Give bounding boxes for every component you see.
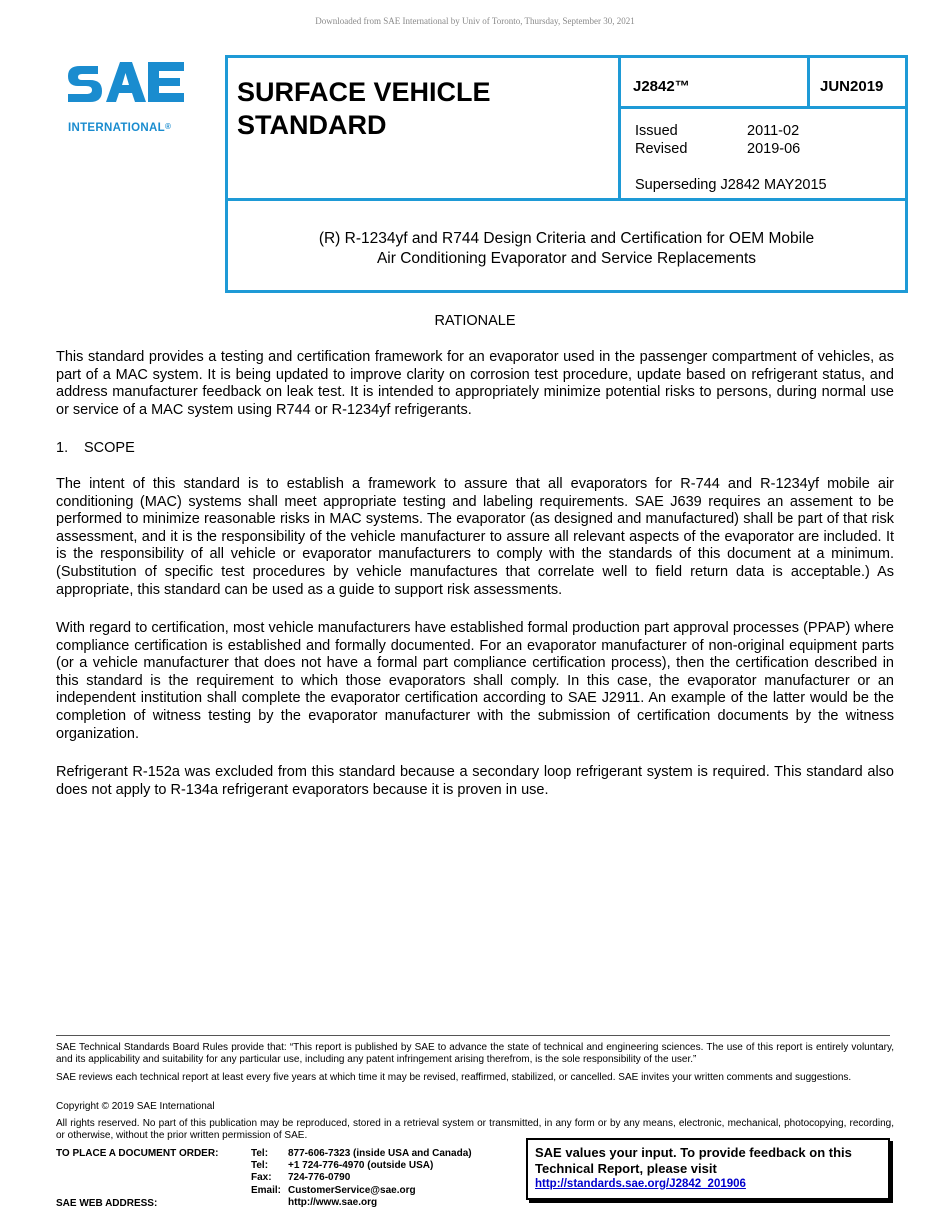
document-number-box	[618, 55, 810, 109]
scope-paragraph-3: Refrigerant R-152a was excluded from this standard because a secondary loop refrigerant system is required. This standard also does not apply to R-134a refrigerant evaporators because it is proven in use.	[56, 764, 894, 798]
web-address-label: SAE WEB ADDRESS:	[56, 1198, 158, 1209]
rights-notice: All rights reserved. No part of this publication may be reproduced, stored in a retrieval system or transmitted, in any form or by any means, electronic, mechanical, photocopying, recording, or otherwise, without the prior written permission of SAE.	[56, 1118, 894, 1141]
issue-info-box	[618, 106, 908, 201]
scope-number: 1.	[56, 440, 69, 456]
phone-domestic[interactable]: 877-606-7323 (inside USA and Canada)	[288, 1148, 472, 1159]
scope-paragraph-2: With regard to certification, most vehicle manufacturers have established formal production part approval processes (PPAP) where compliance certification is established and formally documented. For an evaporator manufacturer of non-original equipment parts (or a vehicle manufacturer that does not have a formal part compliance certification process), then the certification described in this standard is the requirement to which those evaporators shall comply. In this case, the evaporator manufacturer or an independent institution shall complete the evaporator certification according to SAE J2911. An example of the latter would be the completion of witness testing by the evaporator manufacturer with the submission of certification documents by the witness organization.	[56, 620, 894, 742]
document-number: J2842™	[633, 78, 690, 95]
scope-title: SCOPE	[84, 440, 135, 456]
feedback-message: SAE values your input. To provide feedback on this Technical Report, please visit	[535, 1145, 852, 1176]
document-date-box	[807, 55, 908, 109]
email-link[interactable]: CustomerService@sae.org	[288, 1184, 416, 1196]
fax-number: 724-776-0790	[288, 1172, 351, 1184]
issued-value: 2011-02	[747, 123, 800, 139]
sae-logo-mark	[68, 62, 184, 102]
document-subject: (R) R-1234yf and R744 Design Criteria and Certification for OEM Mobile Air Conditioning Evaporator and Service Replacements	[318, 230, 815, 267]
revised-value: 2019-06	[747, 141, 801, 157]
copyright-notice: Copyright © 2019 SAE International	[56, 1101, 215, 1112]
scope-heading	[56, 440, 135, 456]
rationale-paragraph: This standard provides a testing and certification framework for an evaporator used in the passenger compartment of vehicles, as part of a MAC system. It is being updated to improve clarity on corrosion test procedure, update based on refrigerant status, and address manufacturer feedback on leak test. It is intended to appropriately minimize potential risks to persons, during normal use or service of a MAC system using R744 or R-1234yf refrigerants.	[56, 349, 894, 418]
board-rules-notice: SAE Technical Standards Board Rules provide that: “This report is published by SAE to advance the state of technical and engineering sciences. The use of this report is entirely voluntary, and its applicability and suitability for any particular use, including any patent infringement arising therefrom, is the sole responsibility of the user.”	[56, 1042, 894, 1065]
feedback-box	[526, 1138, 890, 1200]
scope-paragraph-1: The intent of this standard is to establish a framework to assure that all evaporators for R-744 and R-1234yf mobile air conditioning (MAC) systems shall meet appropriate testing and labeling requirements. SAE J639 requires an assement to be performed to minimize reasonable risks in MAC systems. The evaporator (as designed and manufactured) shall be part of that risk assessment, and it is the responsibility of the vehicle manufacturer to assure all relevant aspects of the evaporator are included. It is the responsibility of all vehicle or evaporator manufacturers to comply with the standards of this document at a minimum. (Substitution of specific test procedures by vehicle manufactures that correlate well to field return data is acceptable.) As appropriate, this standard can be used as a guide to support risk assessments.	[56, 476, 894, 598]
rationale-heading: RATIONALE	[434, 313, 516, 329]
order-contacts: Tel: 877-606-7323 (inside USA and Canada) Tel: +1 724-776-4970 (outside USA) Fax: 724-776-0790 Email: CustomerService@sae.org http://www.sae.org	[251, 1148, 472, 1208]
phone-international[interactable]: +1 724-776-4970 (outside USA)	[288, 1160, 434, 1172]
revised-label: Revised	[635, 141, 688, 157]
review-notice: SAE reviews each technical report at least every five years at which time it may be revised, reaffirmed, stabilized, or cancelled. SAE invites your written comments and suggestions.	[56, 1072, 852, 1083]
download-watermark: Downloaded from SAE International by Univ of Toronto, Thursday, September 30, 2021	[315, 16, 635, 26]
issued-label: Issued	[635, 123, 678, 139]
feedback-link[interactable]: http://standards.sae.org/J2842_201906	[535, 1178, 746, 1190]
superseding-note: Superseding J2842 MAY2015	[635, 177, 827, 193]
document-subject-box	[225, 198, 908, 293]
document-date: JUN2019	[820, 78, 884, 95]
document-type-title: SURFACE VEHICLE STANDARD	[237, 77, 491, 140]
document-type-box	[225, 55, 621, 201]
order-label: TO PLACE A DOCUMENT ORDER:	[56, 1148, 219, 1159]
web-address-link[interactable]: http://www.sae.org	[288, 1196, 378, 1208]
footer-divider	[56, 1035, 890, 1036]
sae-logo-text: INTERNATIONAL®	[68, 122, 172, 134]
